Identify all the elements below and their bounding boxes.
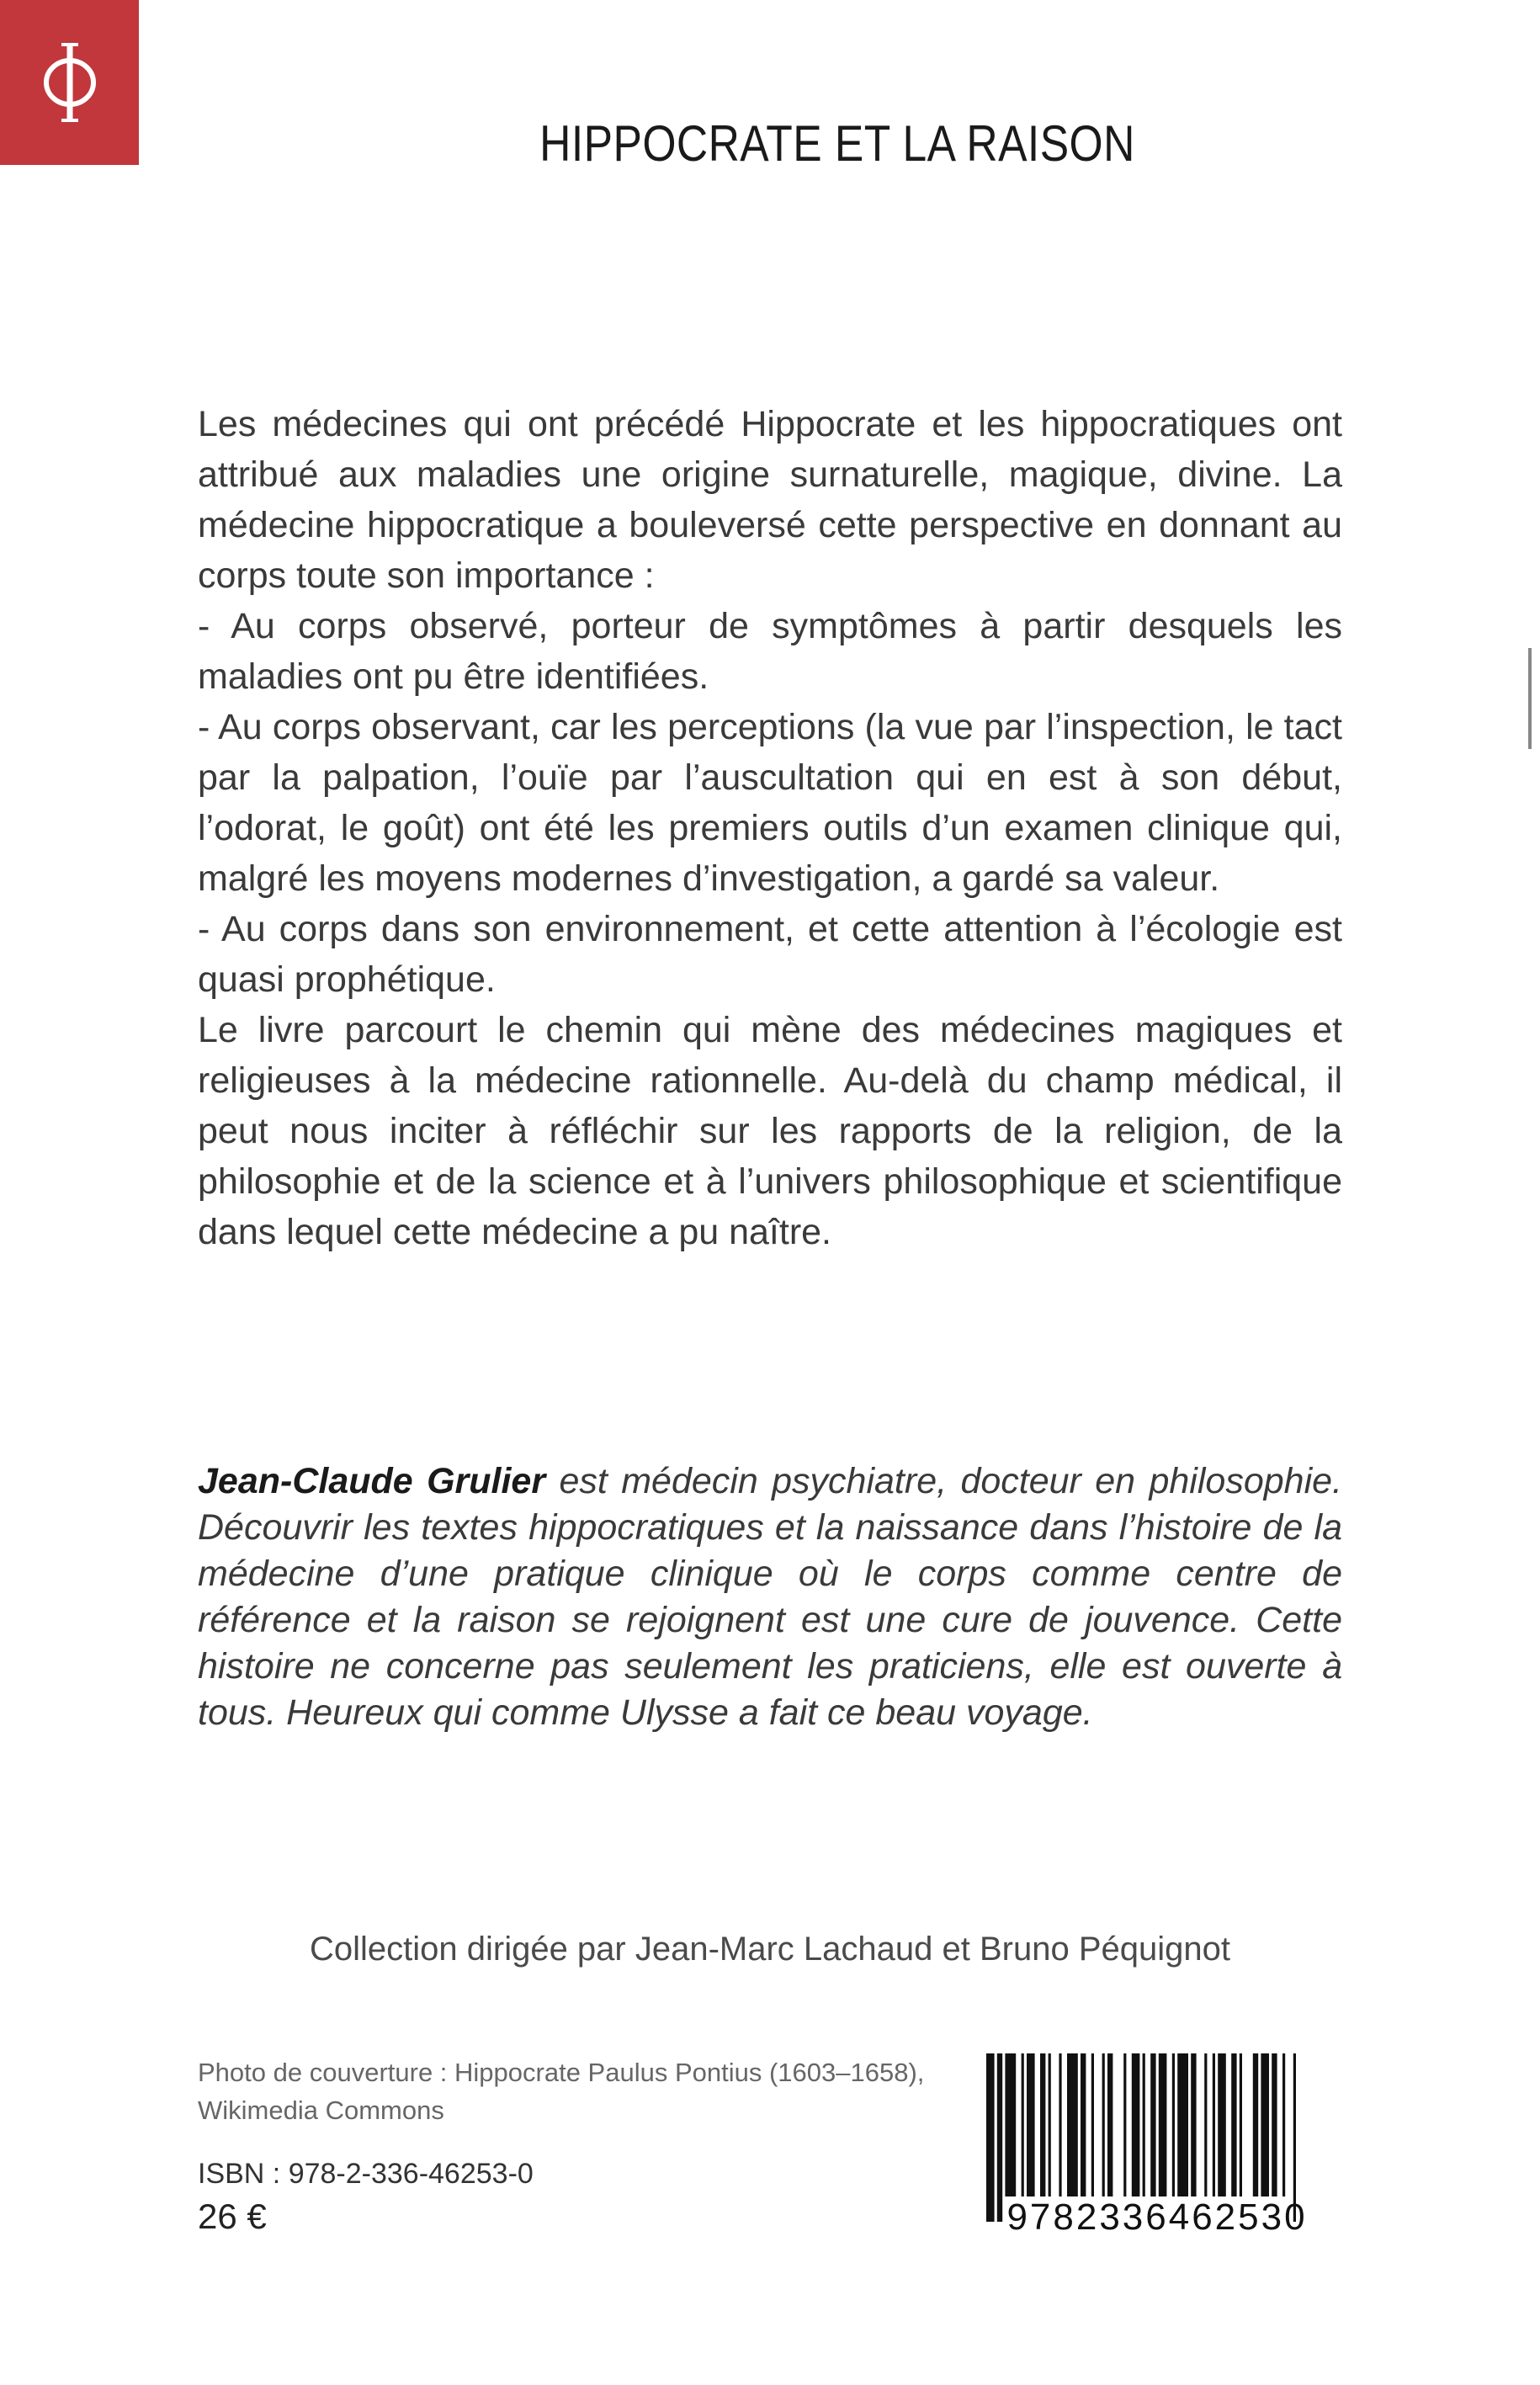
collection-line: Collection dirigée par Jean-Marc Lachaud et Bruno Péquignot	[309, 1931, 1230, 1968]
book-title: HIPPOCRATE ET LA RAISON	[539, 115, 1135, 172]
barcode-bar	[1172, 2053, 1175, 2196]
barcode-bar	[1005, 2053, 1016, 2196]
barcode-bar	[1253, 2053, 1258, 2196]
barcode-bar	[1091, 2053, 1094, 2196]
author-name: Jean-Claude Grulier	[198, 1461, 546, 1501]
barcode-bar	[1102, 2053, 1105, 2196]
publisher-logo	[0, 0, 139, 165]
barcode-bar	[1059, 2053, 1061, 2196]
barcode-bar	[1191, 2053, 1196, 2196]
barcode-bar	[1159, 2053, 1167, 2196]
author-bio	[198, 1458, 1342, 1736]
barcode-bar	[1213, 2053, 1215, 2196]
barcode-bar	[1240, 2053, 1242, 2196]
barcode-bar	[1218, 2053, 1226, 2196]
barcode-bar	[1272, 2053, 1277, 2196]
barcode-bar	[1081, 2053, 1086, 2196]
barcode-bar	[1123, 2053, 1126, 2196]
author-bio-text: est médecin psychiatre, docteur en philosophie. Découvrir les textes hippocratiques et la naissance dans l’histoire de la médecine d’une pratique clinique où le corps comme centre de référence et la raison se rejoignent est une cure de jouvence. Cette histoire ne concerne pas seulement les praticiens, elle est ouverte à tous. Heureux qui comme Ulysse a fait ce beau voyage.	[198, 1461, 1342, 1733]
barcode-bar	[1132, 2053, 1140, 2196]
summary-paragraph: - Au corps observant, car les perceptions (la vue par l’inspection, le tact par la palpation, l’ouïe par l’auscultation qui en est à son début, l’odorat, le goût) ont été les premiers outils d’un examen clinique qui, malgré les moyens modernes d’investigation, a gardé sa valeur.	[198, 707, 1342, 899]
summary-text	[198, 399, 1342, 1257]
barcode-bar	[1107, 2053, 1113, 2196]
photo-credit-line: Wikimedia Commons	[198, 2096, 444, 2125]
summary-paragraph: Le livre parcourt le chemin qui mène des médecines magiques et religieuses à la médecine rationnelle. Au-delà du champ médical, il peut nous inciter à réfléchir sur les rapports de la religion, de la philosophie et de la science et à l’univers philosophique et scientifique dans lequel cette médecine a pu naître.	[198, 1010, 1342, 1252]
barcode-bar	[1261, 2053, 1269, 2196]
barcode-digits: 9782336462530	[1006, 2196, 1308, 2238]
summary-paragraph: Les médecines qui ont précédé Hippocrate et les hippocratiques ont attribué aux maladies une origine surnaturelle, magique, divine. La médecine hippocratique a bouleversé cette perspective en donnant au corps toute son importance :	[198, 404, 1342, 596]
barcode-bar	[1204, 2053, 1207, 2196]
photo-credit	[198, 2053, 955, 2129]
barcode-bar	[1022, 2053, 1024, 2196]
barcode-bar	[1282, 2053, 1285, 2196]
barcode-bar	[1231, 2053, 1236, 2196]
barcode-bar	[1177, 2053, 1188, 2196]
phi-logo-icon	[36, 36, 104, 129]
isbn: ISBN : 978-2-336-46253-0	[198, 2158, 534, 2190]
barcode	[976, 2053, 1338, 2255]
barcode-bar	[1027, 2053, 1035, 2196]
price: 26 €	[198, 2196, 267, 2236]
summary-paragraph: - Au corps dans son environnement, et cette attention à l’écologie est quasi prophétique.	[198, 909, 1342, 1000]
barcode-bar	[1049, 2053, 1051, 2196]
barcode-bar	[1143, 2053, 1145, 2196]
barcode-bar	[1040, 2053, 1045, 2196]
photo-credit-line: Photo de couverture : Hippocrate Paulus Pontius (1603–1658),	[198, 2058, 925, 2087]
page-edge-mark	[1528, 648, 1532, 749]
barcode-bar	[1067, 2053, 1078, 2196]
summary-paragraph: - Au corps observé, porteur de symptômes à partir desquels les maladies ont pu être identifiées.	[198, 606, 1342, 697]
barcode-bar	[1150, 2053, 1155, 2196]
